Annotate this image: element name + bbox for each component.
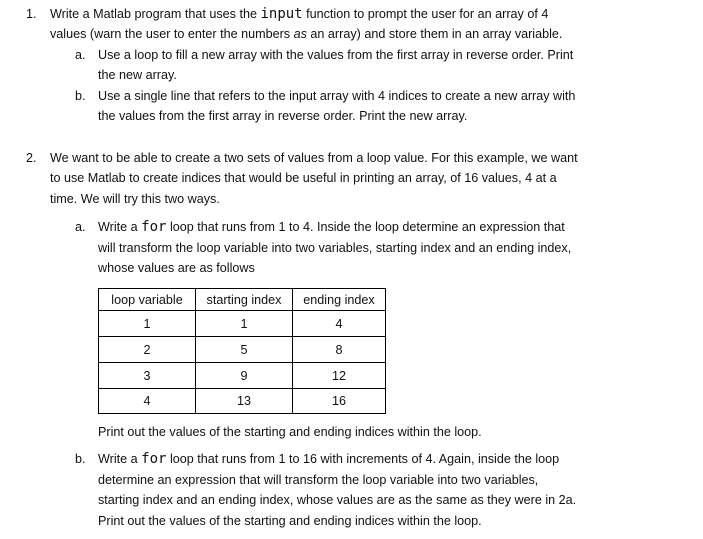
table-row: [99, 337, 386, 363]
q1b-line: the values from the first array in reverse order. Print the new array.: [98, 109, 468, 123]
q1-number: 1.: [26, 7, 37, 21]
table-row: [99, 363, 386, 389]
for-code: for: [141, 219, 167, 235]
q1b-line: Use a single line that refers to the input array with 4 indices to create a new array with: [98, 89, 576, 103]
q2b-line: starting index and an ending index, whose values are as the same as they were in 2a.: [98, 493, 577, 507]
for-code: for: [141, 451, 167, 467]
table-cell: 1: [99, 311, 196, 337]
table-header-row: [99, 289, 386, 311]
table-cell: 1: [196, 311, 293, 337]
q2-line: to use Matlab to create indices that would be useful in printing an array, of 16 values, 4 at a: [50, 171, 557, 185]
table-cell: 4: [293, 311, 386, 337]
table-cell: 13: [196, 389, 293, 414]
table-header: loop variable: [99, 289, 196, 311]
q1-line: values (warn the user to enter the numbers as an array) and store them in an array variable.: [50, 27, 563, 41]
q2-line: We want to be able to create a two sets of values from a loop value. For this example, we want: [50, 151, 578, 165]
q2a-letter: a.: [75, 220, 86, 234]
q2a-line: will transform the loop variable into two variables, starting index and an ending index,: [98, 241, 572, 255]
q1a-letter: a.: [75, 48, 86, 62]
q2a-line: whose values are as follows: [98, 261, 255, 275]
q2b-line: Print out the values of the starting and ending indices within the loop.: [98, 514, 482, 528]
table-cell: 4: [99, 389, 196, 414]
table-cell: 9: [196, 363, 293, 389]
table-header: starting index: [196, 289, 293, 311]
table-cell: 5: [196, 337, 293, 363]
q1-line: Write a Matlab program that uses the input function to prompt the user for an array of 4: [50, 6, 549, 22]
q1b-letter: b.: [75, 89, 86, 103]
q2b-line: determine an expression that will transform the loop variable into two variables,: [98, 473, 539, 487]
q1a-line: the new array.: [98, 68, 177, 82]
table-header: ending index: [293, 289, 386, 311]
q2b-letter: b.: [75, 452, 86, 466]
q1a-line: Use a loop to fill a new array with the values from the first array in reverse order. Print: [98, 48, 574, 62]
table-row: [99, 311, 386, 337]
input-code: input: [260, 6, 303, 22]
table-cell: 16: [293, 389, 386, 414]
q2a-after: Print out the values of the starting and ending indices within the loop.: [98, 425, 482, 439]
q2b-line: Write a for loop that runs from 1 to 16 with increments of 4. Again, inside the loop: [98, 451, 560, 467]
table-cell: 8: [293, 337, 386, 363]
q2-number: 2.: [26, 151, 37, 165]
table-cell: 12: [293, 363, 386, 389]
index-table: [98, 288, 386, 414]
table-cell: 2: [99, 337, 196, 363]
q2a-line: Write a for loop that runs from 1 to 4. Inside the loop determine an expression that: [98, 219, 565, 235]
q2-line: time. We will try this two ways.: [50, 192, 220, 206]
table-cell: 3: [99, 363, 196, 389]
table-row: [99, 389, 386, 414]
